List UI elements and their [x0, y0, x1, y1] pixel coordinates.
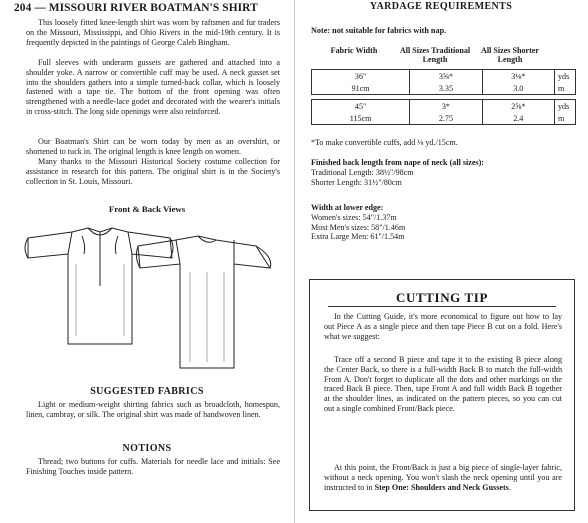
table-row: [312, 112, 576, 125]
yardage-heading: YARDAGE REQUIREMENTS: [369, 1, 513, 12]
cell-shorter: 2.4: [482, 112, 554, 125]
right-page: [295, 0, 588, 523]
back-length-block: [311, 158, 484, 187]
width-women: Women's sizes: 54"/1.37m: [311, 212, 397, 222]
tip-text-2: Trace off a second B piece and tape it to the existing B piece along the Center Back, so there is a full-width Back B to match the full-width Front A. Don't forget to duplicate all the dots and other markings on the traced Back B piece. Then, tape Front A and full width Back B together at the shoulder lines, as indicated on the pattern pieces, so you can cut out a single combined Front/Back piece.: [324, 355, 562, 413]
front-view-drawing: [25, 228, 173, 344]
fabrics-text: Light or medium-weight shirting fabrics such as broadcloth, homespun, linen, cambray, or silk. The original shirt was made of handwoven linen.: [26, 400, 280, 419]
intro-text-3: Our Boatman's Shirt can be worn today by men as an overshirt, or shortened to tuck in. The original length is knee length on women.: [26, 137, 280, 156]
intro-paragraph-2: [26, 58, 280, 117]
cutting-tip-rule: [328, 306, 556, 307]
cell-unit: yds: [555, 100, 576, 113]
width-heading: Width at lower edge:: [311, 203, 384, 212]
cell-width: 36": [312, 70, 410, 83]
shirt-illustration: [20, 224, 276, 374]
table-row: [312, 100, 576, 113]
col-traditional-length: All Sizes Traditional Length: [399, 46, 471, 65]
cell-shorter: 3⅛*: [482, 70, 554, 83]
width-xl-men: Extra Large Men: 61"/1.54m: [311, 232, 405, 242]
cell-traditional: 3⅝*: [410, 70, 482, 83]
table-row: [312, 82, 576, 95]
cell-width: 91cm: [312, 82, 410, 95]
notions-paragraph: [26, 457, 280, 477]
notions-heading: NOTIONS: [122, 443, 172, 454]
table-row: [312, 70, 576, 83]
nap-note: Note: not suitable for fabrics with nap.: [311, 26, 447, 35]
cell-width: 115cm: [312, 112, 410, 125]
intro-text-1: This loosely fitted knee-length shirt was worn by raftsmen and fur traders on the Missouri, Mississippi, and Ohio Rivers in the mid-19th century. It is frequently depicted in the paintings of George Caleb Bingham.: [26, 18, 280, 47]
tip-paragraph-1: [324, 312, 562, 341]
cell-traditional: 2.75: [410, 112, 482, 125]
tip-text-3-end: .: [508, 482, 511, 492]
yardage-table: [311, 69, 576, 125]
width-men: Most Men's sizes: 58"/1.46m: [311, 222, 406, 232]
cell-unit: m: [555, 112, 576, 125]
intro-paragraph-1: [26, 18, 280, 47]
views-caption: Front & Back Views: [108, 204, 186, 214]
tip-paragraph-2: [324, 355, 562, 414]
back-length-shorter: Shorter Length: 31½"/80cm: [311, 177, 402, 187]
cutting-tip-title: CUTTING TIP: [396, 290, 488, 305]
cell-unit: m: [555, 82, 576, 95]
cuff-note: *To make convertible cuffs, add ⅛ yd./15cm.: [311, 138, 458, 147]
intro-text-2: Full sleeves with underarm gussets are gathered and attached into a shoulder yoke. A narrow or convertible cuff may be used. A neck gusset set into the shoulders gathers into a simple turned-back collar, which is loosely fastened with a tape tie. The bottom of the front opening was often strengthened with a needle-lace godet and decorated with the wearer's initials in cross-stitch. The long side openings were also reinforced.: [26, 58, 280, 116]
intro-paragraph-3: [26, 137, 280, 157]
cell-unit: yds: [555, 70, 576, 83]
back-length-heading: Finished back length from nape of neck (all sizes):: [311, 158, 484, 167]
col-shorter-length: All Sizes Shorter Length: [481, 46, 539, 65]
cell-traditional: 3*: [410, 100, 482, 113]
cutting-tip-box: [309, 279, 575, 511]
fabrics-heading: SUGGESTED FABRICS: [90, 386, 204, 397]
cell-shorter: 3.0: [482, 82, 554, 95]
fabrics-paragraph: [26, 400, 280, 420]
cell-shorter: 2⅝*: [482, 100, 554, 113]
intro-paragraph-4: [26, 157, 280, 186]
cell-width: 45": [312, 100, 410, 113]
tip-text-3: At this point, the Front/Back is just a big piece of single-layer fabric, without a neck opening. You won't slash the neck opening until you are instructed to in: [324, 463, 562, 492]
tip-text-1: In the Cutting Guide, it's more economical to figure out how to lay out Piece A as a single piece and then tape Piece B cut on a fold. Here's what we suggest:: [324, 312, 562, 341]
col-fabric-width: Fabric Width: [330, 46, 378, 55]
intro-text-4: Many thanks to the Missouri Historical Society costume collection for assistance in research for this pattern. The original shirt is in the Society's collection in St. Louis, Missouri.: [26, 157, 280, 186]
pattern-title: 204 — MISSOURI RIVER BOATMAN'S SHIRT: [14, 2, 258, 14]
back-view-drawing: [136, 236, 270, 368]
tip-paragraph-3: [324, 463, 562, 492]
notions-text: Thread; two buttons for cuffs. Materials for needle lace and initials: See Finishing Touches inside pattern.: [26, 457, 280, 476]
cell-traditional: 3.35: [410, 82, 482, 95]
width-block: [311, 203, 405, 242]
tip-step-reference: Step One: Shoulders and Neck Gussets: [374, 482, 509, 492]
back-length-traditional: Traditional Length: 38½"/98cm: [311, 167, 414, 177]
